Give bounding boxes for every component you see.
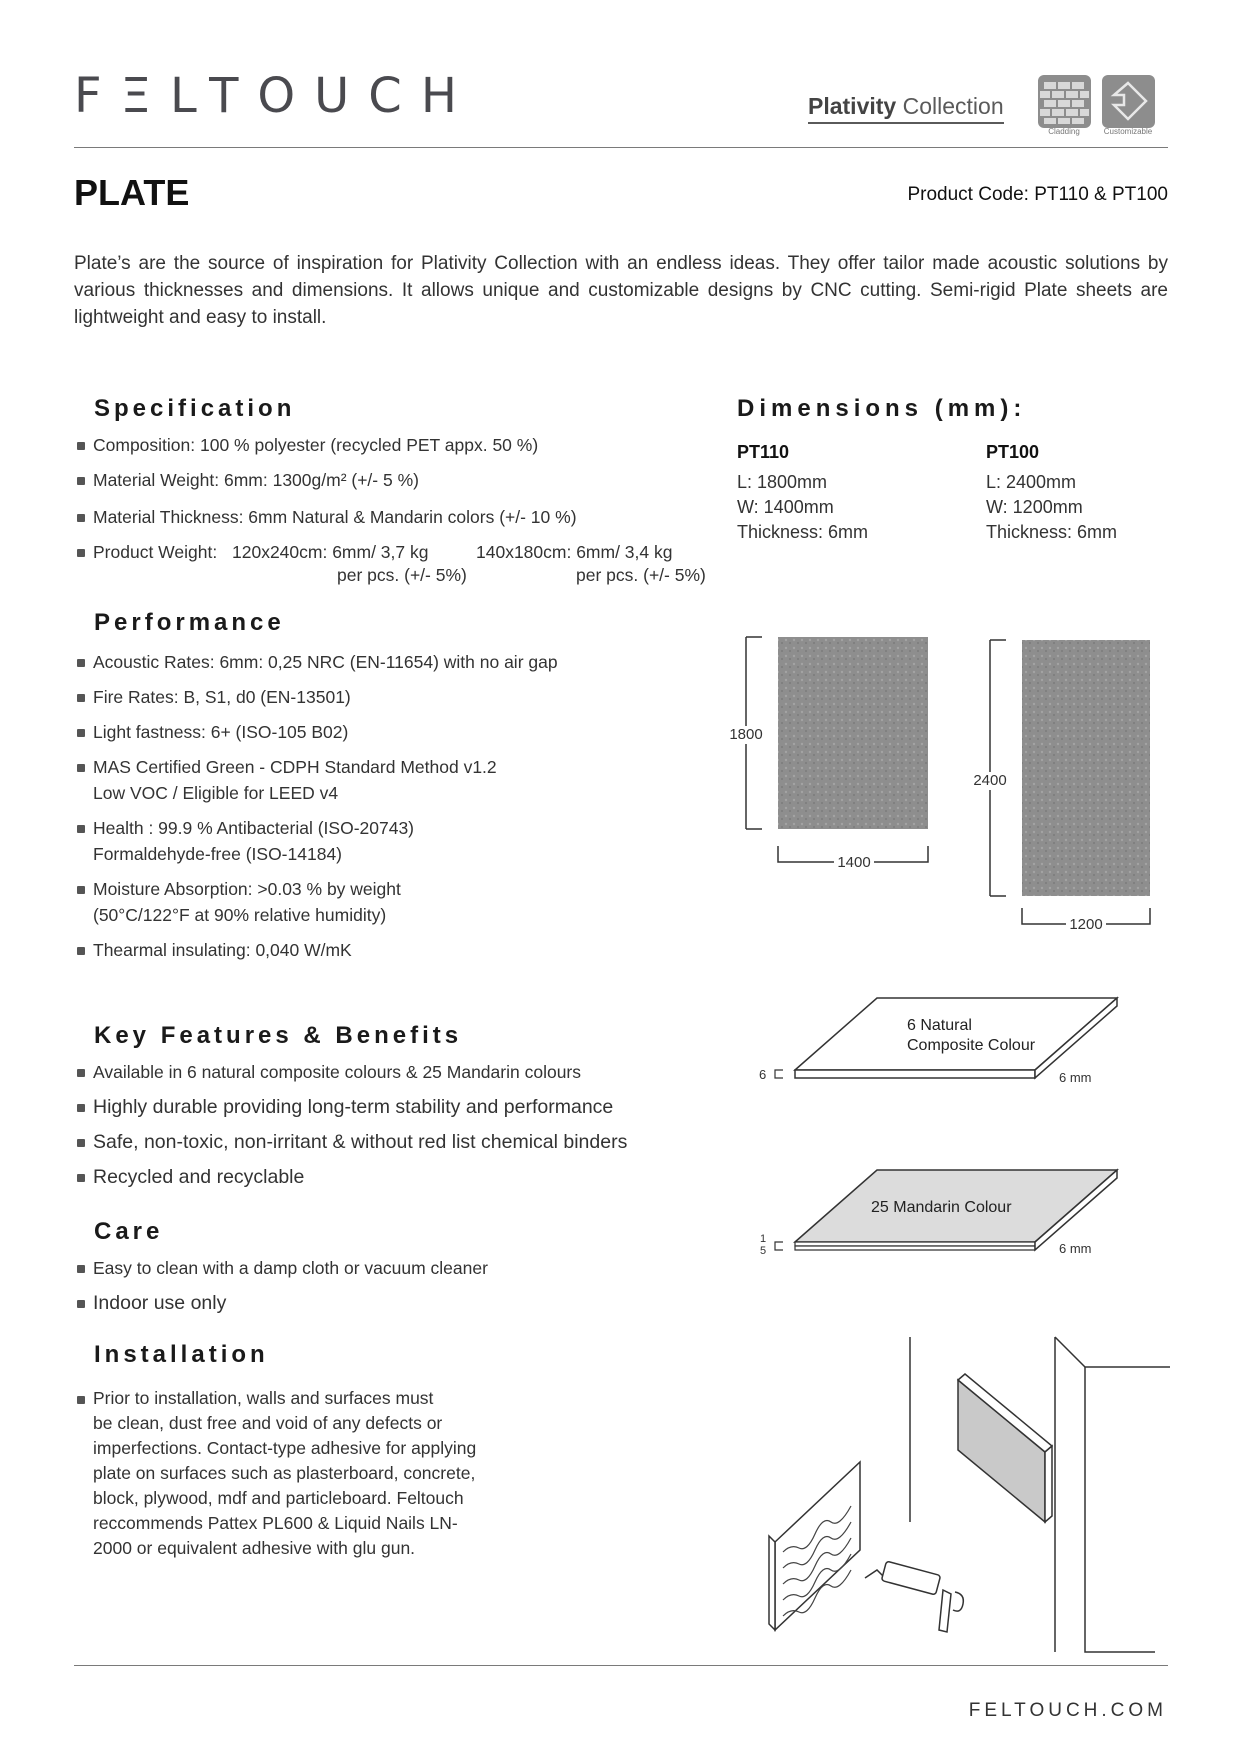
list-item: Safe, non-toxic, non-irritant & without red list chemical binders	[74, 1129, 734, 1155]
cladding-badge	[1038, 75, 1091, 128]
features-heading: Key Features & Benefits	[94, 1022, 463, 1049]
item-line1: Fire Rates: B, S1, d0 (EN-13501)	[93, 687, 351, 707]
mandarin-label: 25 Mandarin Colour	[871, 1199, 1012, 1216]
weight-a-line1: 120x240cm: 6mm/ 3,7 kg	[232, 542, 429, 562]
list-item: Material Thickness: 6mm Natural & Mandarin colors (+/- 10 %)	[74, 504, 714, 530]
item-line1: Health : 99.9 % Antibacterial (ISO-20743)	[93, 818, 415, 838]
list-item: Highly durable providing long-term stability and performance	[74, 1094, 734, 1120]
glue-gun-icon	[865, 1561, 963, 1632]
item-line2: Formaldehyde-free (ISO-14184)	[93, 844, 342, 864]
weight-b-line2: per pcs. (+/- 5%)	[576, 565, 706, 585]
install-line: Prior to installation, walls and surfaces must	[93, 1388, 434, 1408]
installation-heading: Installation	[94, 1341, 269, 1368]
list-item	[74, 649, 714, 675]
page-title: PLATE	[74, 172, 190, 213]
pt100-width: W: 1200mm	[986, 497, 1083, 517]
natural-panel-top	[795, 998, 1117, 1070]
item-line2: (50°C/122°F at 90% relative humidity)	[93, 905, 387, 925]
weight-a	[232, 541, 467, 587]
item-line1: MAS Certified Green - CDPH Standard Method v1.2	[93, 757, 497, 777]
pt100-name: PT100	[986, 442, 1040, 462]
pt110-dimensions	[737, 440, 868, 545]
installation-illustration	[765, 1332, 1175, 1657]
item-line1: Moisture Absorption: >0.03 % by weight	[93, 879, 401, 899]
list-item	[74, 684, 714, 710]
pt100-height-label: 2400	[973, 772, 1007, 789]
performance-list	[74, 649, 714, 963]
mandarin-side-label-1: 1	[760, 1233, 767, 1245]
customizable-label: Customizable	[1103, 127, 1153, 136]
performance-heading: Performance	[94, 609, 285, 636]
collection-name	[808, 93, 1004, 124]
list-item: Composition: 100 % polyester (recycled PET appx. 50 %)	[74, 432, 714, 458]
item-line1: Light fastness: 6+ (ISO-105 B02)	[93, 722, 349, 742]
cladding-label: Cladding	[1048, 127, 1080, 136]
pt110-height-label: 1800	[729, 726, 763, 743]
install-line: block, plywood, mdf and particleboard. Feltouch	[93, 1488, 464, 1508]
features-list	[74, 1059, 734, 1190]
list-item: Indoor use only	[74, 1290, 714, 1316]
weight-b-line1: 140x180cm: 6mm/ 3,4 kg	[476, 542, 673, 562]
care-heading: Care	[94, 1218, 164, 1245]
mounted-panel	[958, 1380, 1045, 1522]
pt100-width-label: 1200	[1069, 916, 1103, 933]
natural-label-1: 6 Natural	[907, 1017, 972, 1034]
pt100-panel-swatch	[1022, 640, 1150, 896]
install-line: reccommends Pattex PL600 & Liquid Nails LN-	[93, 1513, 458, 1533]
header-divider	[74, 147, 1168, 148]
list-item: Easy to clean with a damp cloth or vacuum cleaner	[74, 1255, 714, 1281]
footer-url[interactable]: FELTOUCH.COM	[968, 1700, 1167, 1721]
brand-logo: FΞLTOUCH	[74, 68, 476, 124]
pt110-name: PT110	[737, 442, 790, 462]
customizable-icon	[1102, 75, 1155, 128]
list-item: Material Weight: 6mm: 1300g/m² (+/- 5 %)	[74, 467, 714, 493]
list-item	[74, 876, 714, 928]
intro-paragraph: Plate’s are the source of inspiration for Plativity Collection with an endless ideas. They offer tailor made acoustic solutions by various thicknesses and dimensions. It allows unique and customizable designs by CNC cutting. Semi-rigid Plate sheets are lightweight and easy to install.	[74, 253, 1168, 328]
pt100-length: L: 2400mm	[986, 472, 1077, 492]
pt100-thickness: Thickness: 6mm	[986, 522, 1118, 542]
list-item: Recycled and recyclable	[74, 1164, 734, 1190]
dimensions-heading: Dimensions (mm):	[737, 395, 1027, 422]
pt110-thickness: Thickness: 6mm	[737, 522, 869, 542]
collection-bold: Plativity	[808, 93, 897, 119]
weight-b	[476, 541, 706, 587]
customizable-badge	[1102, 75, 1155, 128]
list-item	[74, 1386, 554, 1561]
collection-rest: Collection	[896, 93, 1004, 119]
pt100-dimensions	[986, 440, 1117, 545]
install-line: plate on surfaces such as plasterboard, concrete,	[93, 1463, 476, 1483]
installation-list	[74, 1386, 554, 1561]
list-item: Available in 6 natural composite colours & 25 Mandarin colours	[74, 1059, 734, 1085]
pt100-height-marker	[990, 640, 1006, 896]
mandarin-mm-label: 6 mm	[1059, 1241, 1092, 1256]
pt110-panel-swatch	[778, 637, 928, 829]
natural-mm-label: 6 mm	[1059, 1070, 1092, 1085]
cladding-icon	[1038, 75, 1091, 128]
weight-a-line2: per pcs. (+/- 5%)	[337, 565, 467, 585]
footer-divider	[74, 1665, 1168, 1666]
pt110-length: L: 1800mm	[737, 472, 828, 492]
specification-heading: Specification	[94, 395, 296, 422]
mandarin-panel-edge	[795, 1246, 1035, 1250]
pt110-width: W: 1400mm	[737, 497, 834, 517]
pt110-width-label: 1400	[837, 854, 871, 871]
thickness-figures	[745, 990, 1125, 1290]
install-line: be clean, dust free and void of any defects or	[93, 1413, 443, 1433]
care-list	[74, 1255, 714, 1316]
list-item	[74, 719, 714, 745]
item-line2: Low VOC / Eligible for LEED v4	[93, 783, 339, 803]
item-line1: Thearmal insulating: 0,040 W/mK	[93, 940, 352, 960]
item-line1: Acoustic Rates: 6mm: 0,25 NRC (EN-11654) with no air gap	[93, 652, 558, 672]
natural-label-2: Composite Colour	[907, 1037, 1036, 1054]
natural-side-label: 6	[759, 1067, 767, 1082]
install-line: 2000 or equivalent adhesive with glu gun.	[93, 1538, 416, 1558]
natural-panel-edge	[795, 1070, 1035, 1078]
mandarin-side-label-2: 5	[760, 1245, 767, 1257]
list-item	[74, 754, 714, 806]
install-line: imperfections. Contact-type adhesive for applying	[93, 1438, 477, 1458]
list-item	[74, 937, 714, 963]
product-code: Product Code: PT110 & PT100	[907, 184, 1168, 205]
dimension-figures	[720, 630, 1180, 950]
list-item	[74, 815, 714, 867]
weight-label: Product Weight:	[93, 542, 218, 562]
